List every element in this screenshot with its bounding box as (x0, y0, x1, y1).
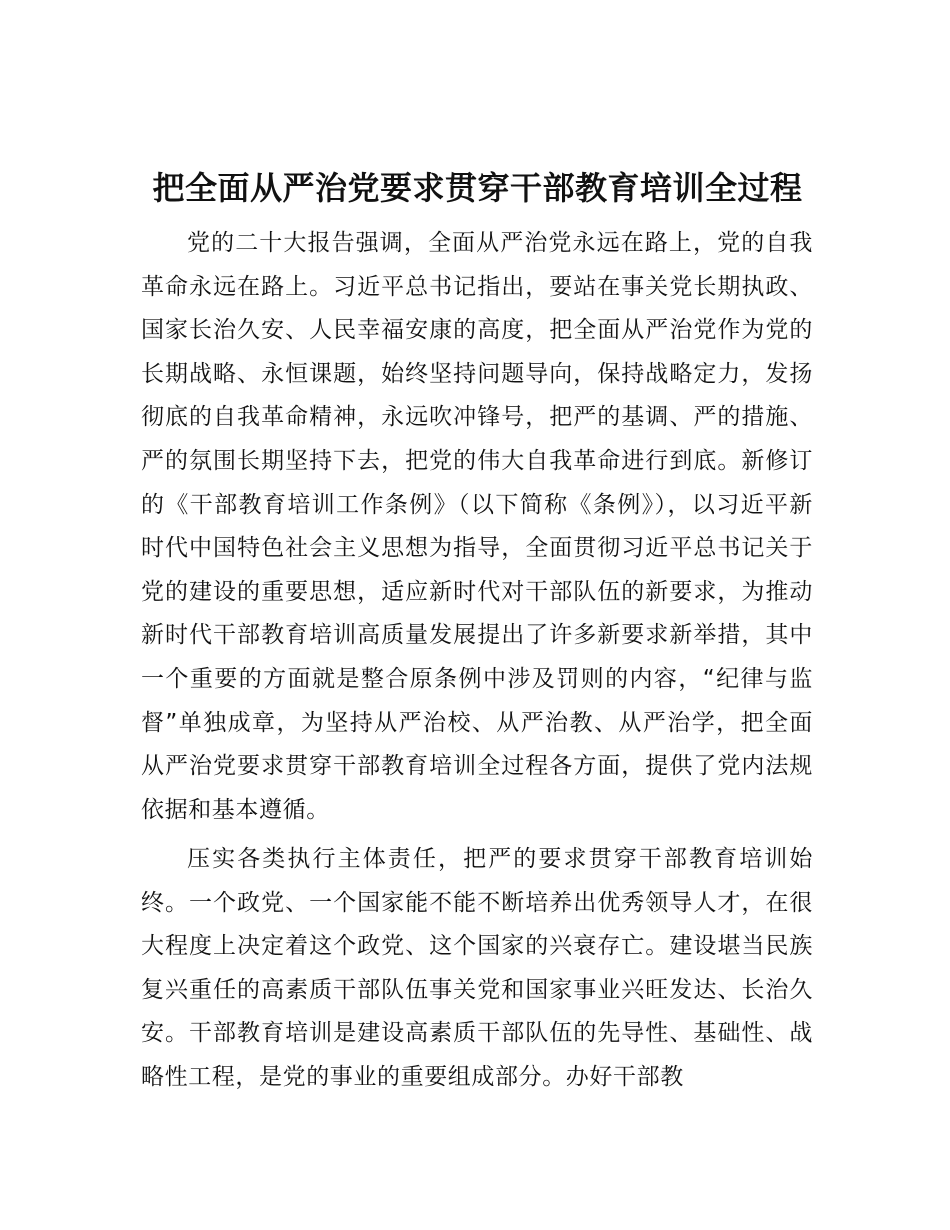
document-title: 把全面从严治党要求贯穿干部教育培训全过程 (152, 169, 803, 207)
paragraph-1: 党的二十大报告强调，全面从严治党永远在路上，党的自我革命永远在路上。习近平总书记指出，要站在事关党长期执政、国家长治久安、人民幸福安康的高度，把全面从严治党作为党的长期战略、永恒课题，始终坚持问题导向，保持战略定力，发扬彻底的自我革命精神，永远吹冲锋号，把严的基调、严的措施、严的氛围长期坚持下去，把党的伟大自我革命进行到底。新修订的《干部教育培训工作条例》（以下简称《条例》），以习近平新时代中国特色社会主义思想为指导，全面贯彻习近平总书记关于党的建设的重要思想，适应新时代对干部队伍的新要求，为推动新时代干部教育培训高质量发展提出了许多新要求新举措，其中一个重要的方面就是整合原条例中涉及罚则的内容，“纪律与监督”单独成章，为坚持从严治校、从严治教、从严治学，把全面从严治党要求贯穿干部教育培训全过程各方面，提供了党内法规依据和基本遵循。 (141, 230, 813, 823)
paragraph-2: 压实各类执行主体责任，把严的要求贯穿干部教育培训始终。一个政党、一个国家能不能不断培养出优秀领导人才，在很大程度上决定着这个政党、这个国家的兴衰存亡。建设堪当民族复兴重任的高素质干部队伍事关党和国家事业兴旺发达、长治久安。干部教育培训是建设高素质干部队伍的先导性、基础性、战略性工程，是党的事业的重要组成部分。办好干部教 (141, 846, 813, 1090)
